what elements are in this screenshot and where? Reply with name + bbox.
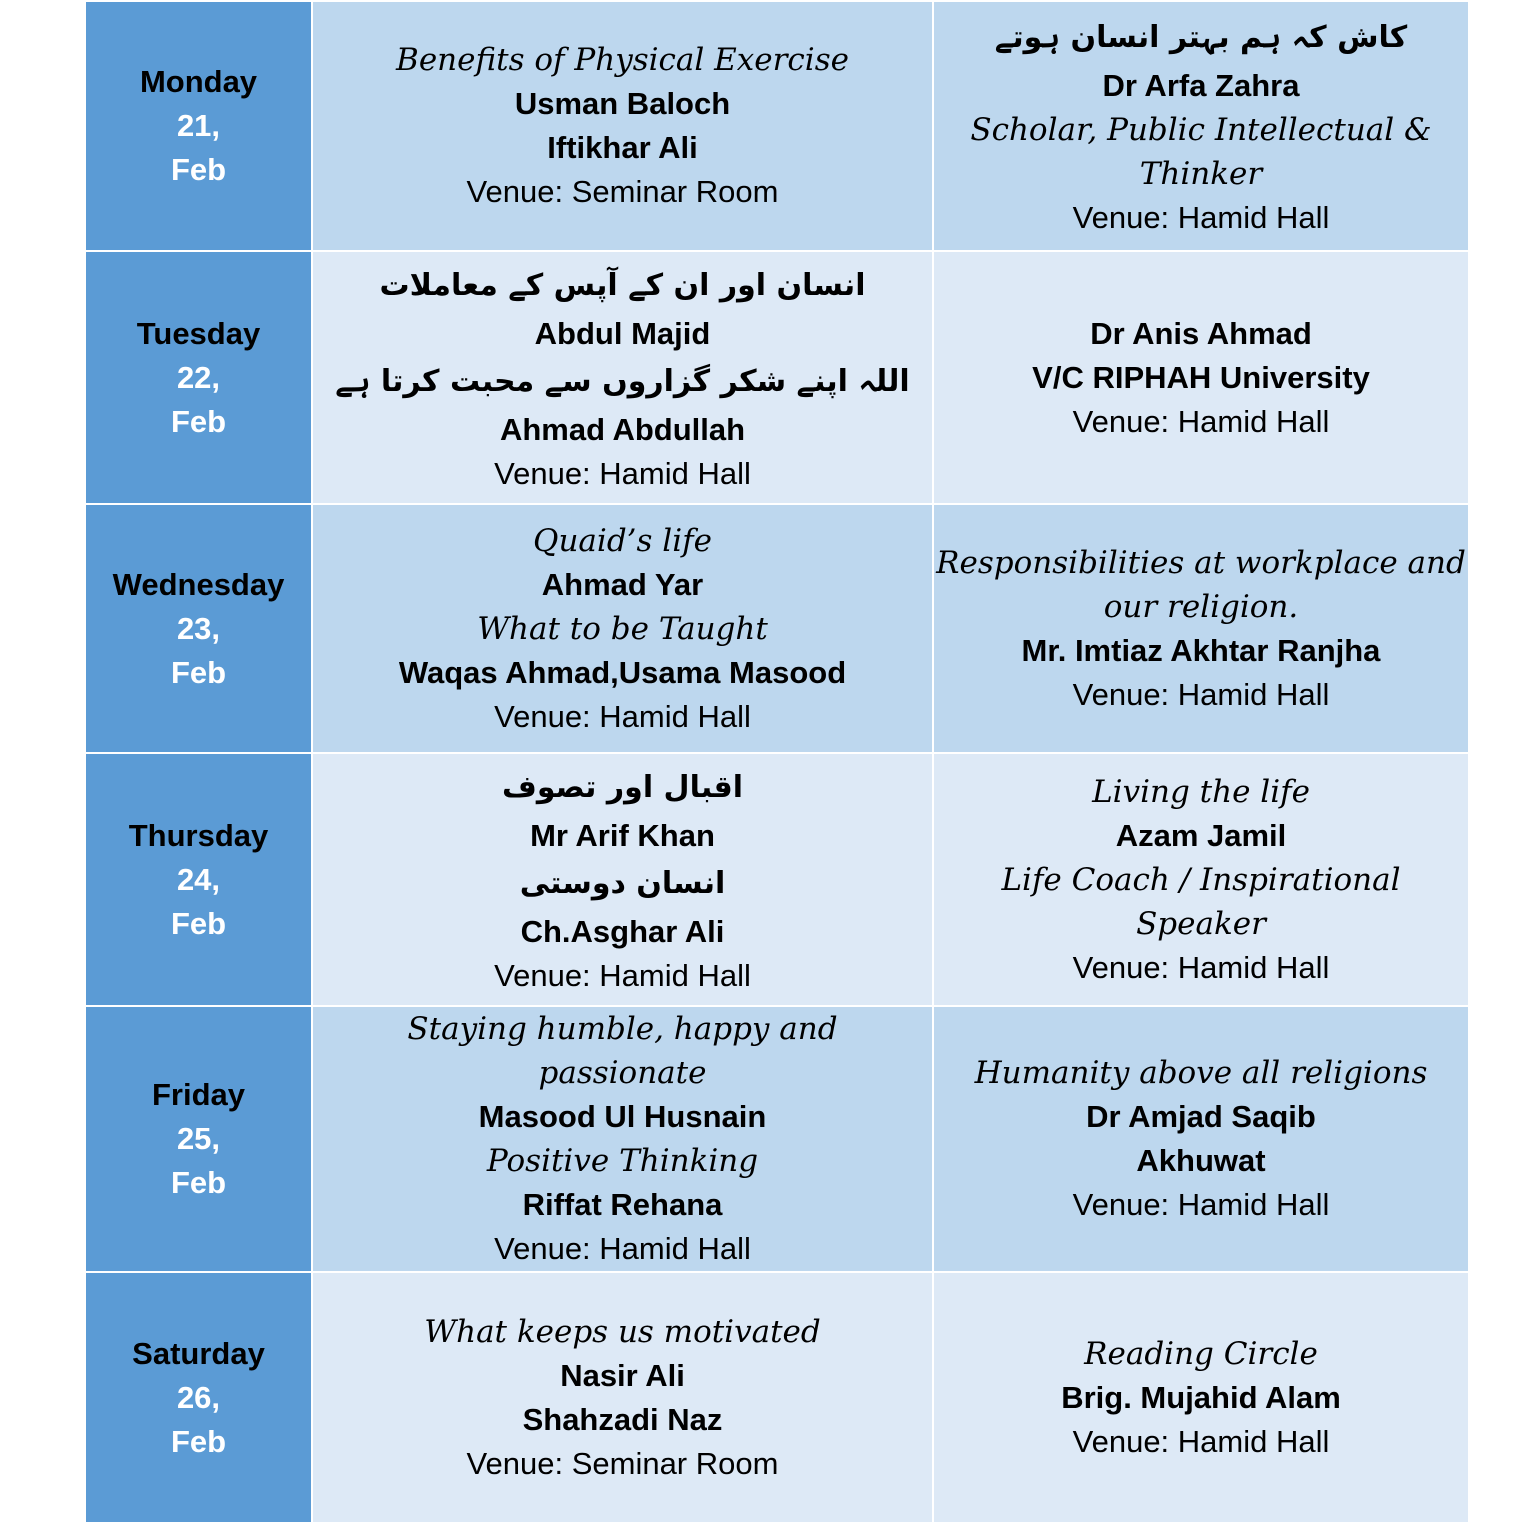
session-cell-second: [933, 1, 1469, 251]
schedule-row-wednesday: [85, 504, 1469, 753]
speaker-name: Brig. Mujahid Alam: [1061, 1379, 1341, 1415]
session-cell-first: [312, 251, 933, 504]
day-num: 25,: [176, 1121, 221, 1156]
session-topic: Positive Thinking: [486, 1143, 759, 1179]
session-topic: Reading Circle: [1084, 1335, 1318, 1372]
session-cell-second: [933, 753, 1469, 1006]
speaker-name: Dr Anis Ahmad: [1090, 315, 1312, 351]
session-topic: What to be Taught: [477, 610, 768, 647]
day-name: Saturday: [132, 1335, 265, 1371]
day-month: Feb: [170, 1165, 227, 1200]
day-name: Wednesday: [112, 566, 285, 602]
day-month: Feb: [170, 1423, 227, 1459]
speaker-name: Abdul Majid: [534, 315, 711, 351]
session-topic: Staying humble, happy and: [407, 1011, 838, 1047]
session-topic: our religion.: [1103, 588, 1299, 625]
schedule-row-monday: [85, 1, 1469, 251]
session-topic-urdu: کاش کہ ہم بہتر انسان ہوتے: [994, 20, 1408, 55]
speaker-name: Dr Amjad Saqib: [1086, 1099, 1316, 1134]
session-topic: Life Coach / Inspirational: [1001, 861, 1401, 898]
session-cell-first: [312, 753, 933, 1006]
venue-text: Venue: Hamid Hall: [494, 957, 751, 993]
day-month: Feb: [170, 403, 227, 439]
speaker-name: Shahzadi Naz: [522, 1401, 723, 1437]
speaker-name: Azam Jamil: [1115, 817, 1287, 853]
schedule-table: [84, 0, 1470, 1524]
session-topic-urdu: انسان اور ان کے آپس کے معاملات: [379, 267, 866, 303]
day-cell: [85, 1272, 312, 1523]
venue-text: Venue: Seminar Room: [466, 1445, 779, 1481]
venue-text: Venue: Hamid Hall: [494, 455, 751, 491]
session-topic: Scholar, Public Intellectual &: [970, 112, 1432, 148]
day-name: Monday: [139, 64, 258, 99]
speaker-name: Akhuwat: [1136, 1143, 1266, 1178]
venue-text: Venue: Hamid Hall: [1072, 1423, 1330, 1459]
speaker-name: Usman Baloch: [514, 86, 731, 121]
session-topic: Benefits of Physical Exercise: [396, 42, 849, 78]
session-cell-first: [312, 1006, 933, 1272]
day-month: Feb: [170, 654, 227, 690]
session-topic: Thinker: [1139, 156, 1263, 192]
schedule-row-thursday: [85, 753, 1469, 1006]
session-cell-second: [933, 1006, 1469, 1272]
venue-text: Venue: Hamid Hall: [1072, 676, 1330, 712]
venue-text: Venue: Hamid Hall: [494, 698, 751, 734]
day-month: Feb: [170, 905, 227, 941]
session-topic: Living the life: [1092, 773, 1310, 810]
speaker-name: Ch.Asghar Ali: [520, 913, 725, 949]
venue-text: Venue: Hamid Hall: [1072, 949, 1330, 985]
speaker-name: Ahmad Abdullah: [499, 411, 746, 447]
session-topic-urdu: اللہ اپنے شکر گزاروں سے محبت کرتا ہے: [335, 363, 910, 399]
speaker-name: Iftikhar Ali: [547, 130, 698, 165]
speaker-name: Ahmad Yar: [541, 566, 704, 602]
speaker-name: Waqas Ahmad,Usama Masood: [398, 654, 847, 690]
speaker-name: Dr Arfa Zahra: [1102, 68, 1300, 103]
day-num: 22,: [176, 359, 221, 395]
speaker-name: V/C RIPHAH University: [1032, 359, 1370, 395]
speaker-name: Riffat Rehana: [522, 1187, 723, 1222]
speaker-name: Nasir Ali: [560, 1357, 685, 1393]
day-month: Feb: [170, 152, 227, 187]
session-cell-first: [312, 1272, 933, 1523]
session-cell-second: [933, 504, 1469, 753]
session-topic: What keeps us motivated: [424, 1313, 821, 1350]
day-cell: [85, 504, 312, 753]
day-cell: [85, 251, 312, 504]
day-name: Friday: [151, 1077, 246, 1112]
session-topic-urdu: اقبال اور تصوف: [501, 769, 744, 805]
session-topic: Humanity above all religions: [974, 1055, 1428, 1091]
venue-text: Venue: Hamid Hall: [494, 1231, 751, 1266]
venue-text: Venue: Seminar Room: [466, 174, 779, 209]
session-topic: passionate: [538, 1055, 707, 1091]
venue-text: Venue: Hamid Hall: [1072, 403, 1330, 439]
session-cell-second: [933, 1272, 1469, 1523]
speaker-name: Mr. Imtiaz Akhtar Ranjha: [1021, 632, 1381, 668]
session-cell-first: [312, 504, 933, 753]
day-num: 21,: [176, 108, 221, 143]
schedule-body: [85, 1, 1469, 1523]
venue-text: Venue: Hamid Hall: [1072, 1187, 1330, 1222]
session-cell-second: [933, 251, 1469, 504]
schedule-row-saturday: [85, 1272, 1469, 1523]
day-cell: [85, 1, 312, 251]
venue-text: Venue: Hamid Hall: [1072, 200, 1330, 235]
day-cell: [85, 753, 312, 1006]
schedule-row-tuesday: [85, 251, 1469, 504]
day-num: 26,: [176, 1379, 221, 1415]
day-num: 24,: [176, 861, 221, 897]
session-topic-urdu: انسان دوستی: [519, 865, 726, 901]
session-topic: Responsibilities at workplace and: [936, 544, 1466, 581]
session-topic: Speaker: [1136, 905, 1266, 942]
session-cell-first: [312, 1, 933, 251]
schedule-row-friday: [85, 1006, 1469, 1272]
day-num: 23,: [176, 610, 221, 646]
speaker-name: Masood Ul Husnain: [478, 1099, 767, 1134]
speaker-name: Mr Arif Khan: [530, 817, 715, 853]
session-topic: Quaid’s life: [533, 522, 712, 559]
day-name: Thursday: [128, 817, 269, 853]
day-name: Tuesday: [136, 315, 261, 351]
day-cell: [85, 1006, 312, 1272]
